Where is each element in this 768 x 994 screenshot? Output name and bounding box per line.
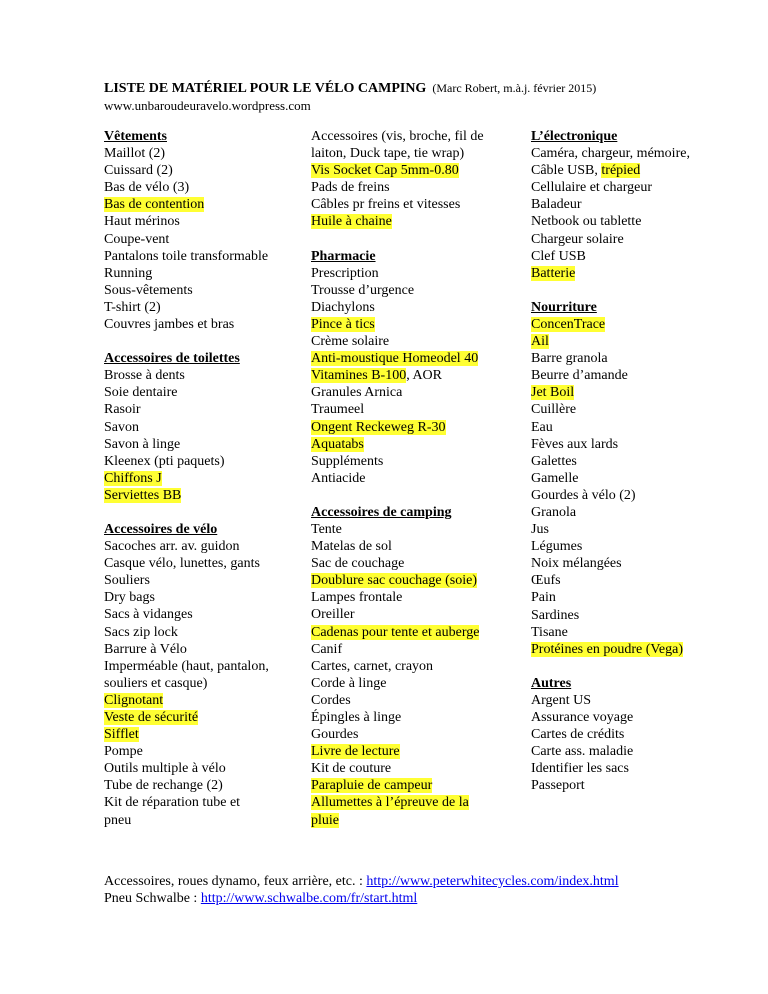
list-item (104, 538, 284, 555)
highlighted-item-text: Huile à chaine (311, 214, 392, 230)
column-3 (531, 128, 736, 811)
list-item (311, 692, 511, 709)
highlighted-item-text: Sifflet (104, 727, 139, 743)
highlighted-item-text: trépied (601, 163, 641, 179)
highlighted-item-text: Serviettes BB (104, 487, 182, 503)
item-text: Légumes (531, 539, 583, 555)
list-item (104, 624, 284, 641)
list-item (531, 709, 736, 726)
section-title: Accessoires de vélo (104, 521, 218, 537)
list-item (531, 641, 736, 658)
list-item (311, 726, 511, 743)
item-text: Cellulaire et chargeur (531, 180, 653, 196)
list-item (104, 196, 284, 213)
highlighted-item-text: Protéines en poudre (Vega) (531, 641, 684, 657)
list-item (311, 436, 511, 453)
item-text: Sacoches arr. av. guidon (104, 539, 240, 555)
peterwhite-link[interactable]: http://www.peterwhitecycles.com/index.html (366, 874, 619, 889)
list-item (531, 196, 736, 213)
item-text: Barrure à Vélo (104, 641, 187, 657)
list-item (104, 470, 284, 487)
item-text: Prescription (311, 265, 379, 281)
item-text: Matelas de sol (311, 539, 392, 555)
list-item (531, 213, 736, 230)
list-item (311, 521, 511, 538)
list-item (104, 145, 284, 162)
list-item (531, 538, 736, 555)
item-text: Trousse d’urgence (311, 282, 415, 298)
list-item (531, 624, 736, 641)
list-item (531, 316, 736, 333)
list-item (311, 777, 511, 794)
highlighted-item-text: Batterie (531, 265, 576, 281)
item-text: Savon à linge (104, 436, 181, 452)
schwalbe-link[interactable]: http://www.schwalbe.com/fr/start.html (200, 891, 418, 906)
item-text: Maillot (2) (104, 146, 166, 162)
list-item (311, 641, 511, 658)
item-text: T-shirt (2) (104, 299, 161, 315)
list-item (104, 248, 284, 265)
list-item (311, 658, 511, 675)
item-text: laiton, Duck tape, tie wrap) (311, 146, 465, 162)
item-text: Pain (531, 590, 556, 606)
list-item (531, 487, 736, 504)
document-header (104, 80, 724, 114)
item-text: Rasoir (104, 402, 141, 418)
list-item (104, 675, 284, 692)
list-item (311, 589, 511, 606)
footer-label: Accessoires, roues dynamo, feux arrière, etc. : (104, 874, 367, 889)
footer-label: Pneu Schwalbe : (104, 891, 201, 906)
list-item (311, 675, 511, 692)
item-text: Netbook ou tablette (531, 214, 642, 230)
item-text: Câble USB, (531, 163, 602, 179)
section-title: Pharmacie (311, 248, 376, 264)
list-item (104, 555, 284, 572)
list-item (311, 572, 511, 589)
list-item (104, 743, 284, 760)
item-text: Imperméable (haut, pantalon, (104, 658, 269, 674)
highlighted-item-text: Vis Socket Cap 5mm-0.80 (311, 163, 459, 179)
section-vetements (104, 128, 284, 333)
column-1 (104, 128, 284, 846)
list-item (311, 555, 511, 572)
list-item (104, 162, 284, 179)
list-item (531, 419, 736, 436)
item-text: Clef USB (531, 248, 586, 264)
highlighted-item-text: Allumettes à l’épreuve de la (311, 795, 469, 811)
item-text: Tisane (531, 624, 568, 640)
item-text: Kit de réparation tube et (104, 795, 241, 811)
item-text: Cordes (311, 692, 351, 708)
item-text: Fèves aux lards (531, 436, 619, 452)
list-item (311, 145, 511, 162)
list-item (104, 487, 284, 504)
item-text: Couvres jambes et bras (104, 317, 235, 333)
section-accessoires-de-velo (104, 521, 284, 829)
footer-line-accessories (104, 873, 619, 890)
list-item (531, 145, 736, 162)
list-item (531, 607, 736, 624)
item-text-suffix: , AOR (406, 368, 443, 384)
list-item (104, 589, 284, 606)
list-item (311, 743, 511, 760)
list-item (531, 231, 736, 248)
highlighted-item-text: Aquatabs (311, 436, 364, 452)
section-l-electronique (531, 128, 736, 282)
section-title: Accessoires de camping (311, 504, 452, 520)
item-text: Sardines (531, 607, 580, 623)
section-autres (531, 675, 736, 795)
item-text: Galettes (531, 453, 577, 469)
list-item (104, 265, 284, 282)
item-text: Kit de couture (311, 761, 392, 777)
list-item (531, 384, 736, 401)
list-item (531, 350, 736, 367)
list-item (311, 179, 511, 196)
section-title: Accessoires de toilettes (104, 351, 240, 367)
item-text: Lampes frontale (311, 590, 403, 606)
list-item (104, 812, 284, 829)
item-text: Running (104, 265, 153, 281)
list-item (531, 521, 736, 538)
item-text: Gamelle (531, 470, 579, 486)
list-item (311, 196, 511, 213)
section-pharmacie (311, 248, 511, 487)
list-item (311, 709, 511, 726)
list-item (531, 760, 736, 777)
highlighted-item-text: Parapluie de campeur (311, 778, 433, 794)
item-text: Sous-vêtements (104, 282, 193, 298)
section-title: Nourriture (531, 299, 597, 315)
list-item (311, 453, 511, 470)
item-text: Pantalons toile transformable (104, 248, 269, 264)
list-item (104, 760, 284, 777)
list-item (531, 555, 736, 572)
list-item (104, 641, 284, 658)
item-text: Savon (104, 419, 139, 435)
item-text: Œufs (531, 573, 561, 589)
item-text: Coupe-vent (104, 231, 170, 247)
list-item (104, 692, 284, 709)
section-accessoires-de-toilettes (104, 350, 284, 504)
item-text: Barre granola (531, 351, 608, 367)
blog-url: www.unbaroudeuravelo.wordpress.com (104, 98, 311, 113)
list-item (311, 162, 511, 179)
item-text: Identifier les sacs (531, 761, 629, 777)
item-text: Gourdes (311, 727, 359, 743)
document-title: LISTE DE MATÉRIEL POUR LE VÉLO CAMPING (104, 81, 427, 96)
item-text: Cuillère (531, 402, 577, 418)
section-nourriture (531, 299, 736, 658)
item-text: Caméra, chargeur, mémoire, (531, 146, 690, 162)
highlighted-item-text: Cadenas pour tente et auberge (311, 624, 480, 640)
list-item (311, 350, 511, 367)
list-item (104, 453, 284, 470)
list-item (104, 777, 284, 794)
footer-line-schwalbe (104, 890, 619, 907)
item-text: Baladeur (531, 197, 582, 213)
list-item (104, 436, 284, 453)
list-item (311, 812, 511, 829)
item-text: Tente (311, 521, 342, 537)
list-item (311, 419, 511, 436)
list-item (311, 538, 511, 555)
highlighted-item-text: Ail (531, 334, 549, 350)
list-item (104, 299, 284, 316)
item-text: Cartes de crédits (531, 727, 625, 743)
list-item (104, 213, 284, 230)
list-item (531, 726, 736, 743)
section-accessoires-divers (311, 128, 511, 231)
item-text: Cuissard (2) (104, 163, 173, 179)
list-item (311, 265, 511, 282)
item-text: Accessoires (vis, broche, fil de (311, 129, 484, 144)
item-text: Passeport (531, 778, 585, 794)
list-item (531, 333, 736, 350)
footer-links (104, 873, 619, 907)
list-item (311, 624, 511, 641)
item-text: Tube de rechange (2) (104, 778, 223, 794)
list-item (104, 419, 284, 436)
highlighted-item-text: Chiffons J (104, 470, 162, 486)
item-text: Suppléments (311, 453, 384, 469)
list-item (104, 282, 284, 299)
section-title: Autres (531, 675, 572, 691)
list-item (311, 282, 511, 299)
highlighted-item-text: ConcenTrace (531, 316, 606, 332)
section-title: Vêtements (104, 129, 167, 144)
highlighted-item-text: Livre de lecture (311, 744, 400, 760)
list-item (311, 316, 511, 333)
list-item (531, 589, 736, 606)
highlighted-item-text: Ongent Reckeweg R-30 (311, 419, 446, 435)
list-item (311, 401, 511, 418)
item-text: Dry bags (104, 590, 155, 606)
item-text: Pompe (104, 744, 143, 760)
list-item (104, 572, 284, 589)
author-update-note: (Marc Robert, m.à.j. février 2015) (432, 81, 597, 95)
list-item (311, 333, 511, 350)
list-item (104, 726, 284, 743)
highlighted-item-text: Pince à tics (311, 316, 375, 332)
list-item (104, 658, 284, 675)
list-item (531, 265, 736, 282)
list-item (311, 606, 511, 623)
list-item (104, 709, 284, 726)
list-item (311, 794, 511, 811)
list-item (311, 299, 511, 316)
item-text: Eau (531, 419, 553, 435)
item-text: Épingles à linge (311, 710, 402, 725)
item-text: Soie dentaire (104, 385, 178, 401)
item-text: Haut mérinos (104, 214, 180, 230)
item-text: Beurre d’amande (531, 368, 628, 384)
highlighted-item-text: Jet Boil (531, 385, 575, 401)
item-text: Souliers (104, 573, 150, 589)
item-text: Casque vélo, lunettes, gants (104, 556, 260, 572)
list-item (104, 231, 284, 248)
item-text: Canif (311, 641, 343, 657)
document-title-line (104, 80, 724, 97)
item-text: Diachylons (311, 299, 375, 315)
item-text: Sacs zip lock (104, 624, 178, 640)
item-text: Outils multiple à vélo (104, 761, 226, 777)
item-text: Gourdes à vélo (2) (531, 487, 636, 503)
item-text: pneu (104, 812, 132, 828)
list-item (531, 453, 736, 470)
list-item (311, 128, 511, 145)
item-text: Sacs à vidanges (104, 607, 193, 623)
item-text: Sac de couchage (311, 556, 405, 572)
highlighted-item-text: Anti-moustique Homeodel 40 (311, 351, 479, 367)
list-item (104, 179, 284, 196)
list-item (531, 248, 736, 265)
list-item (311, 760, 511, 777)
item-text: Pads de freins (311, 180, 390, 196)
item-text: Argent US (531, 692, 592, 708)
item-text: Brosse à dents (104, 368, 185, 384)
item-text: Chargeur solaire (531, 231, 624, 247)
highlighted-item-text: Vitamines B-100 (311, 368, 407, 384)
list-item (104, 606, 284, 623)
list-item (104, 794, 284, 811)
section-accessoires-de-camping (311, 504, 511, 829)
list-item (531, 436, 736, 453)
highlighted-item-text: Doublure sac couchage (soie) (311, 573, 477, 589)
highlighted-item-text: Bas de contention (104, 197, 205, 213)
item-text: Oreiller (311, 607, 355, 623)
item-text: Noix mélangées (531, 556, 622, 572)
list-item (531, 470, 736, 487)
column-2 (311, 128, 511, 846)
item-text: Cartes, carnet, crayon (311, 658, 434, 674)
list-item (104, 367, 284, 384)
item-text: Câbles pr freins et vitesses (311, 197, 461, 213)
item-text: Corde à linge (311, 675, 387, 691)
section-title: L’électronique (531, 129, 618, 144)
item-text: Granules Arnica (311, 385, 403, 401)
list-item (531, 692, 736, 709)
list-item (104, 401, 284, 418)
list-item (531, 572, 736, 589)
highlighted-item-text: pluie (311, 812, 339, 828)
list-item (311, 213, 511, 230)
item-text: Crème solaire (311, 334, 390, 350)
list-item (104, 384, 284, 401)
item-text: Carte ass. maladie (531, 744, 634, 760)
list-item (531, 401, 736, 418)
item-text: Traumeel (311, 402, 365, 418)
item-text: Assurance voyage (531, 710, 634, 725)
highlighted-item-text: Veste de sécurité (104, 710, 199, 725)
item-text: Jus (531, 522, 549, 538)
item-text: Granola (531, 504, 577, 520)
highlighted-item-text: Clignotant (104, 692, 164, 708)
item-text: Antiacide (311, 470, 366, 486)
list-item (531, 743, 736, 760)
list-item (311, 367, 511, 384)
item-text: Bas de vélo (3) (104, 180, 190, 196)
list-item (311, 470, 511, 487)
list-item (104, 316, 284, 333)
list-item (311, 384, 511, 401)
list-item (531, 367, 736, 384)
list-item (531, 504, 736, 521)
item-text: souliers et casque) (104, 675, 208, 691)
list-item (531, 162, 736, 179)
item-text: Kleenex (pti paquets) (104, 453, 225, 469)
list-item (531, 179, 736, 196)
list-item (531, 777, 736, 794)
